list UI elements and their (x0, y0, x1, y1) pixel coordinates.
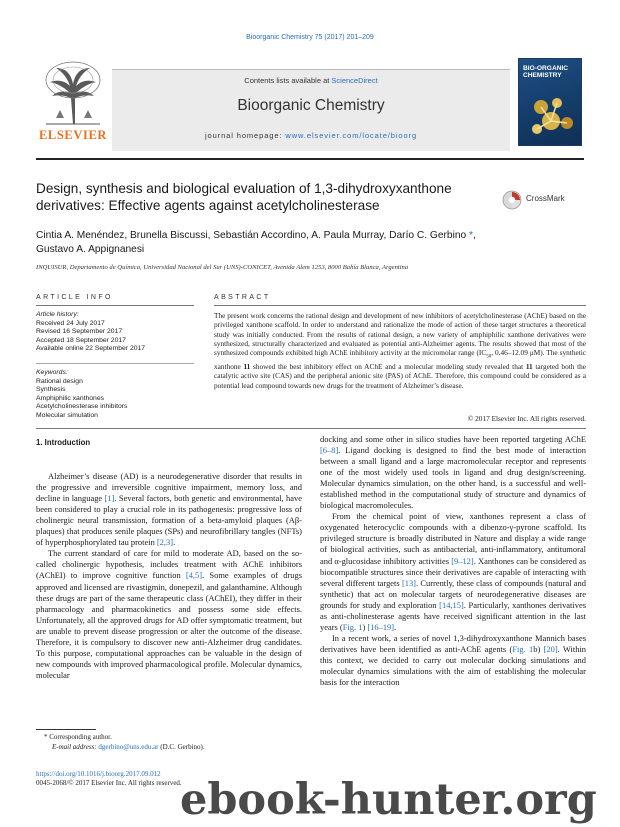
issn-copyright: 0045-2068/© 2017 Elsevier Inc. All rights reserved. (36, 779, 182, 787)
history-item: Revised 16 September 2017 (36, 328, 123, 336)
crossmark-badge[interactable] (502, 190, 586, 212)
keyword: Molecular simulation (36, 411, 98, 419)
elsevier-logo (36, 58, 110, 146)
header-rule (36, 158, 584, 160)
body-paragraph: In a recent work, a series of novel 1,3-dihydroxyxanthone Mannich bases derivatives have been identified as anti-AChE agents (Fig. 1b) [20]. Within this context, we decided to carry out molecular docking simulations and molecular dynamics simulations with the aim of establishing the molecular basis for the interaction (320, 632, 587, 688)
watermark-text: ebook-hunter.org (180, 775, 597, 825)
journal-cover-thumbnail[interactable] (518, 58, 582, 146)
footnote-mark: * (44, 733, 48, 741)
doi-link[interactable]: https://doi.org/10.1016/j.bioorg.2017.09.012 (36, 770, 161, 778)
body-right-column (320, 434, 586, 688)
compound-number: 11 (525, 361, 533, 371)
sciencedirect-link[interactable]: ScienceDirect (331, 76, 378, 85)
journal-homepage-line (112, 131, 510, 140)
crossmark-icon (502, 190, 522, 210)
history-item: Accepted 18 September 2017 (36, 336, 126, 344)
figure-link[interactable]: Fig. 1 (512, 643, 534, 654)
journal-citation[interactable]: Bioorganic Chemistry 75 (2017) 201–209 (246, 34, 374, 41)
compound-number: 11 (243, 361, 251, 371)
corresponding-author-mark[interactable]: * (469, 230, 473, 241)
homepage-prefix: journal homepage: (204, 131, 286, 140)
body-paragraph: docking and some other in silico studies have been reported targeting AChE [6–8]. Ligand docking is designed to find the best mode of interaction between a small ligand and a large macromolecular receptor and represents one of the most widely used tools in ligand and drug design/screening. Molecular dynamics simulation, on the other hand, is a successful and well-established method in the computational study of structure and dynamics of biological macromolecules. (320, 434, 586, 511)
reference-link[interactable]: [20] (543, 643, 558, 654)
figure-link[interactable]: Fig. 1 (342, 621, 363, 632)
cover-title: BIO-ORGANIC CHEMISTRY (523, 65, 569, 80)
journal-title: Bioorganic Chemistry (237, 97, 385, 114)
body-paragraph: From the chemical point of view, xanthones represent a class of oxygenated heterocyclic compounds with a dibenzo-γ-pyrone scaffold. Its privileged structure is broadly distributed in Nature and display a wide range of biological activities, such as antibacterial, anti-inflammatory, antitumoral and α-glucosidase inhibitory activities [9–12]. Xanthones can be considered as biocompatible structures since their derivatives are capable of interacting with several different targets [13]. Currently, these class of compounds (natural and synthetic) that act on molecular targets of neurodegenerative diseases are grounds for study and exploration [14,15]. Particularly, xanthones derivatives as anti-cholinesterase agents have received significant attention in the last years (Fig. 1) [16–19]. (320, 511, 586, 632)
reference-link[interactable]: [4,5] (185, 570, 203, 581)
reference-link[interactable]: [2,3] (156, 537, 174, 548)
authors-line-1: Cintia A. Menéndez, Brunella Biscussi, Sebastián Accordino, A. Paula Murray, Darío C. Gerbino (36, 230, 467, 241)
article-title: Design, synthesis and biological evaluation of 1,3-dihydroxyxanthone derivatives: Effective agents against acetylcholinesterase (36, 181, 452, 213)
reference-link[interactable]: [9–12] (451, 555, 474, 566)
reference-link[interactable]: [6–8] (320, 445, 339, 456)
author-affiliation: INQUISUR, Departamento de Química, Universidad Nacional del Sur (UNS)-CONICET, Avenida Alem 1253, 8000 Bahía Blanca, Argentina (36, 264, 409, 271)
article-info-label: ARTICLE INFO (36, 294, 113, 301)
reference-link[interactable]: [1] (104, 493, 115, 504)
section-heading-introduction: 1. Introduction (36, 438, 91, 447)
contents-prefix: Contents lists available at (244, 76, 332, 85)
authors-line-2: Gustavo A. Appignanesi (36, 243, 145, 255)
author-list: Cintia A. Menéndez, Brunella Biscussi, Sebastián Accordino, A. Paula Murray, Darío C. Gerbino *, Gustavo A. Appignanesi (36, 230, 476, 255)
contents-available-line (112, 76, 510, 85)
keyword: Rational design (36, 377, 83, 385)
body-left-column (36, 437, 302, 681)
email-suffix: (D.C. Gerbino). (158, 742, 205, 751)
abstract-text: The present work concerns the rational design and development of new inhibitors of acetylcholinesterase (AChE) based on the privileged xanthone scaffold. In order to understand and rationalize the mode of action of these target structures a theoretical study was initially conducted. From the results of rational design, a new variety of amphiphilic xanthone derivatives were synthesized, structurally characterized and evaluated as potential anti-Alzheimer agents. The results showed that most of the synthesized compounds exhibited high AChE inhibitory activity at the micromolar range ($IC_{50}$, 0.46–12.09 μM). The synthetic xanthone 11 showed the best inhibitory effect on AChE and a molecular modeling study revealed that 11 targeted both the catalytic active site (CAS) and the peripheral anionic site (PAS) of AChE. Therefore, this compound could be considered as a potential lead compound towards new drugs for the treatment of Alzheimer’s disease. (214, 311, 586, 390)
footnote-rule (36, 729, 96, 730)
history-heading: Article history: (36, 311, 79, 318)
keyword: Amphiphilic xanthones (36, 394, 105, 402)
abstract-rule (214, 305, 586, 306)
elsevier-tree-icon (42, 58, 104, 126)
cover-molecule-icon (523, 87, 579, 143)
body-paragraph: The current standard of care for mild to moderate AD, based on the so-called cholinergic hypothesis, includes treatment with AChE inhibitors (AChEI) to improve cognitive function [4,5]. Some examples of drugs approved and licensed are rivastigmin, donepezil, and galanthamine. Although these drugs are part of the same therapeutic class (AChEI), they differ in their pharmacology and pharmacokinetics and possess some side effects. Unfortunately, all the approved drugs for AD offer symptomatic treatment, but are unable to prevent disease progression or alter the outcome of the disease. Therefore, it is compulsory to discover new anti-Alzheimer drug candidates. To this purpose, computational approaches can be valuable in the design of new compounds with improved pharmacological profile. Molecular dynamics, molecular (36, 548, 302, 680)
corresponding-author-footnote (36, 733, 302, 752)
article-info-rule (36, 305, 194, 306)
footnote-label: Corresponding author. (49, 733, 112, 741)
body-paragraph: Alzheimer’s disease (AD) is a neurodegenerative disorder that results in the progressive and irreversible cognitive impairment, memory loss, and decline in language [1]. Several factors, both genetic and environmental, have been considered to play a crucial role in its pathogenesis: progressive loss of cholinergic neural transmission, formation of a beta-amyloid plaques (Aβ-plaques) that produces senile plaques (SPs) and neurofibrillary tangles (NFTs) of hyperphosphorylated tau protein [2,3]. (36, 471, 302, 548)
keyword: Synthesis (36, 386, 66, 394)
keywords-heading: Keywords: (36, 369, 68, 376)
abstract-label: ABSTRACT (214, 294, 271, 301)
journal-masthead (112, 69, 510, 151)
journal-homepage-link[interactable]: www.elsevier.com/locate/bioorg (285, 131, 418, 140)
elsevier-wordmark: ELSEVIER (38, 128, 108, 142)
ic50-subscript: 50 (486, 354, 492, 360)
history-keywords-divider (36, 363, 194, 364)
reference-link[interactable]: [13] (401, 577, 416, 588)
abstract-bottom-rule (36, 428, 586, 429)
crossmark-label: CrossMark (526, 194, 565, 203)
keywords-block (36, 369, 194, 421)
keyword: Acetylcholinesterase inhibitors (36, 403, 128, 411)
article-history (36, 311, 194, 354)
history-item: Available online 22 September 2017 (36, 345, 146, 353)
history-item: Received 24 July 2017 (36, 319, 105, 327)
abstract-copyright: © 2017 Elsevier Inc. All rights reserved. (467, 414, 586, 423)
email-label: E-mail address: (52, 742, 99, 751)
reference-link[interactable]: [14,15] (439, 599, 464, 610)
reference-link[interactable]: [16–19] (367, 621, 395, 632)
author-email-link[interactable]: dgerbino@uns.edu.ar (98, 742, 159, 751)
